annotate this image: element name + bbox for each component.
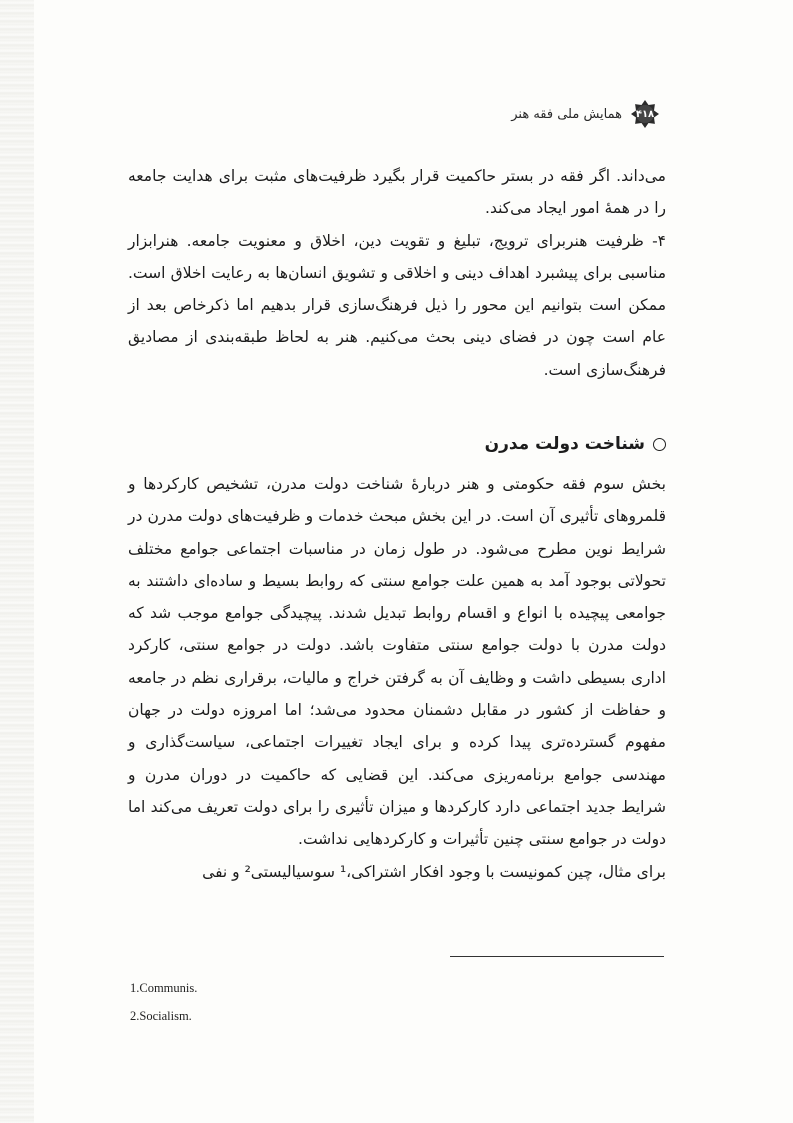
footnote-divider — [450, 956, 664, 957]
scan-edge-shadow — [0, 0, 34, 1123]
section-heading — [300, 434, 666, 454]
body-paragraph: ۴- ظرفیت هنربرای ترویج، تبلیغ و تقویت دین، اخلاق و معنویت جامعه. هنرابزار مناسبی برای پیشبرد اهداف دینی و اخلاقی و تشویق انسان‌ها به رعایت اخلاق است. ممکن است بتوانیم این محور را ذیل فرهنگ‌سازی قرار بدهیم اما ذکرخاص بعد از عام است چون در فضای دینی بحث می‌کنیم. هنر به لحاظ طبقه‌بندی از مصادیق فرهنگ‌سازی است. — [128, 231, 666, 379]
running-header-title: همایش ملی فقه هنر — [511, 106, 622, 122]
footnotes — [130, 974, 430, 1030]
body-paragraph: برای مثال، چین کمونیست با وجود افکار اشتراکی،¹ سوسیالیستی² و نفی — [202, 862, 666, 881]
running-header — [500, 96, 660, 132]
body-paragraph: بخش سوم فقه حکومتی و هنر دربارهٔ شناخت دولت مدرن، تشخیص کارکردها و قلمروهای تأثیری آن است. در این بخش مبحث خدمات و ظرفیت‌های دولت مدرن در شرایط نوین مطرح می‌شود. در طول زمان در مناسبات اجتماعی جوامع مختلف تحولاتی بوجود آمد به همین علت جوامع سنتی که روابط بسیط و ساده‌ای داشتند به جوامعی پیچیده با انواع و اقسام روابط تبدیل شدند. پیچیدگی جوامع موجب شد که دولت مدرن با دولت جوامع سنتی متفاوت باشد. دولت در جوامع سنتی، کارکرد اداری بسیطی داشت و وظایف آن به گرفتن خراج و مالیات، برقراری نظم در جامعه و حفاظت از کشور در مقابل دشمنان محدود می‌شد؛ اما امروزه دولت در جهان مفهوم گسترده‌تری پیدا کرده و برای ایجاد تغییرات اجتماعی، سیاست‌گذاری و مهندسی جوامع برنامه‌ریزی می‌کند. این قضایی که حاکمیت در دوران مدرن و شرایط جدید اجتماعی دارد کارکردها و میزان تأثیری را برای دولت تعریف می‌کند اما دولت در جوامع سنتی چنین تأثیرات و کارکردهایی نداشت. — [128, 475, 666, 849]
section-heading-text: شناخت دولت مدرن — [484, 434, 645, 454]
body-text-lower — [128, 468, 666, 888]
footnote-item: 2.Socialism. — [130, 1009, 192, 1023]
page-number-ornament — [630, 99, 660, 129]
footnote-item: 1.Communis. — [130, 981, 198, 995]
page-number: ۴۱۸ — [635, 108, 655, 120]
circle-bullet-icon — [653, 438, 666, 451]
body-text-upper — [128, 160, 666, 386]
body-paragraph: می‌داند. اگر فقه در بستر حاکمیت قرار بگیرد ظرفیت‌های مثبت برای هدایت جامعه را در همهٔ امور ایجاد می‌کند. — [128, 167, 666, 218]
